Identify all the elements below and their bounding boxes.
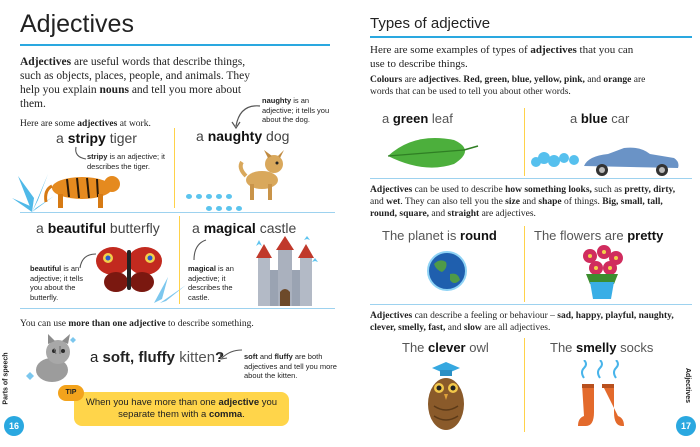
flowers-illustration: [578, 244, 626, 300]
divider: [20, 308, 335, 309]
dog-caption: a naughty dog: [196, 128, 290, 144]
divider: [179, 216, 180, 304]
owl-illustration: [418, 356, 472, 434]
intro-paragraph: Here are some examples of types of adjectives that you can use to describe things.: [370, 44, 634, 70]
tiger-illustration: [42, 168, 122, 210]
arrow-icon: [190, 238, 210, 264]
page-title: Adjectives: [20, 10, 134, 38]
feeling-paragraph: Adjectives can describe a feeling or behaviour – sad, happy, playful, naughty, clever, smelly, fast, and slow are all adjectives.: [370, 311, 674, 333]
divider: [524, 226, 525, 302]
tiger-caption: a stripy tiger: [56, 130, 137, 146]
tip-box: When you have more than one adjective you separate them with a comma.: [74, 392, 289, 426]
car-caption: a blue car: [570, 111, 630, 126]
kitten-illustration: [24, 332, 80, 384]
owl-caption: The clever owl: [402, 340, 489, 355]
dog-illustration: [234, 148, 290, 204]
blue-car-illustration: [528, 140, 688, 180]
castle-caption: a magical castle: [192, 220, 297, 236]
divider: [524, 338, 525, 432]
divider: [174, 128, 175, 208]
flowers-caption: The flowers are pretty: [534, 228, 664, 243]
castle-note: magical is an adjective; it describes the castle.: [188, 264, 234, 302]
looks-paragraph: Adjectives can be used to describe how something looks, such as pretty, dirty, and wet. They can also tell you the size and shape of things. Big, small, tall, round, square, and straight are adjectives.: [370, 185, 676, 219]
butterfly-caption: a beautiful butterfly: [36, 220, 160, 236]
arrow-icon: [228, 100, 264, 130]
page-number: 17: [676, 416, 696, 436]
kitten-caption: a soft, fluffy kitten?: [90, 349, 225, 366]
divider: [20, 212, 335, 213]
colours-paragraph: Colours are adjectives. Red, green, blue, yellow, pink, and orange are words that can be used to tell you about other words.: [370, 75, 646, 97]
side-label: Parts of speech: [2, 352, 10, 405]
work-line: Here are some adjectives at work.: [20, 119, 151, 129]
dog-note: naughty is an adjective; it tells you about the dog.: [262, 96, 330, 124]
intro-keyword: nouns: [99, 84, 129, 96]
leaf-spray-icon: [150, 275, 190, 305]
kitten-note: soft and fluffy are both adjectives and tell you more about the kitten.: [244, 352, 337, 380]
castle-illustration: [250, 236, 320, 310]
green-leaf-illustration: [384, 132, 480, 172]
right-page: [352, 0, 700, 447]
butterfly-note: beautiful is an adjective; it tells you about the butterfly.: [30, 264, 83, 302]
intro-paragraph: Adjectives are useful words that describe things, such as objects, places, people, and animals. They help you explain nouns and tell you more about them.: [20, 56, 251, 110]
intro-keyword: Adjectives: [20, 56, 72, 68]
page-number: 16: [4, 416, 24, 436]
smelly-socks-illustration: [576, 360, 626, 432]
page-title: Types of adjective: [370, 15, 491, 32]
leaf-caption: a green leaf: [382, 111, 453, 126]
divider: [370, 304, 692, 305]
socks-caption: The smelly socks: [550, 340, 654, 355]
arrow-icon: [216, 346, 244, 364]
tip-tag: TIP: [58, 385, 84, 401]
divider: [370, 178, 692, 179]
title-rule: [20, 44, 330, 46]
planet-illustration: [426, 250, 468, 292]
divider: [524, 108, 525, 176]
side-label: Adjectives: [684, 367, 692, 404]
tiger-note: stripy is an adjective; it describes the tiger.: [87, 152, 165, 171]
title-rule: [370, 36, 692, 38]
planet-caption: The planet is round: [382, 228, 497, 243]
more-line: You can use more than one adjective to describe something.: [20, 319, 254, 329]
left-page: [0, 0, 345, 447]
